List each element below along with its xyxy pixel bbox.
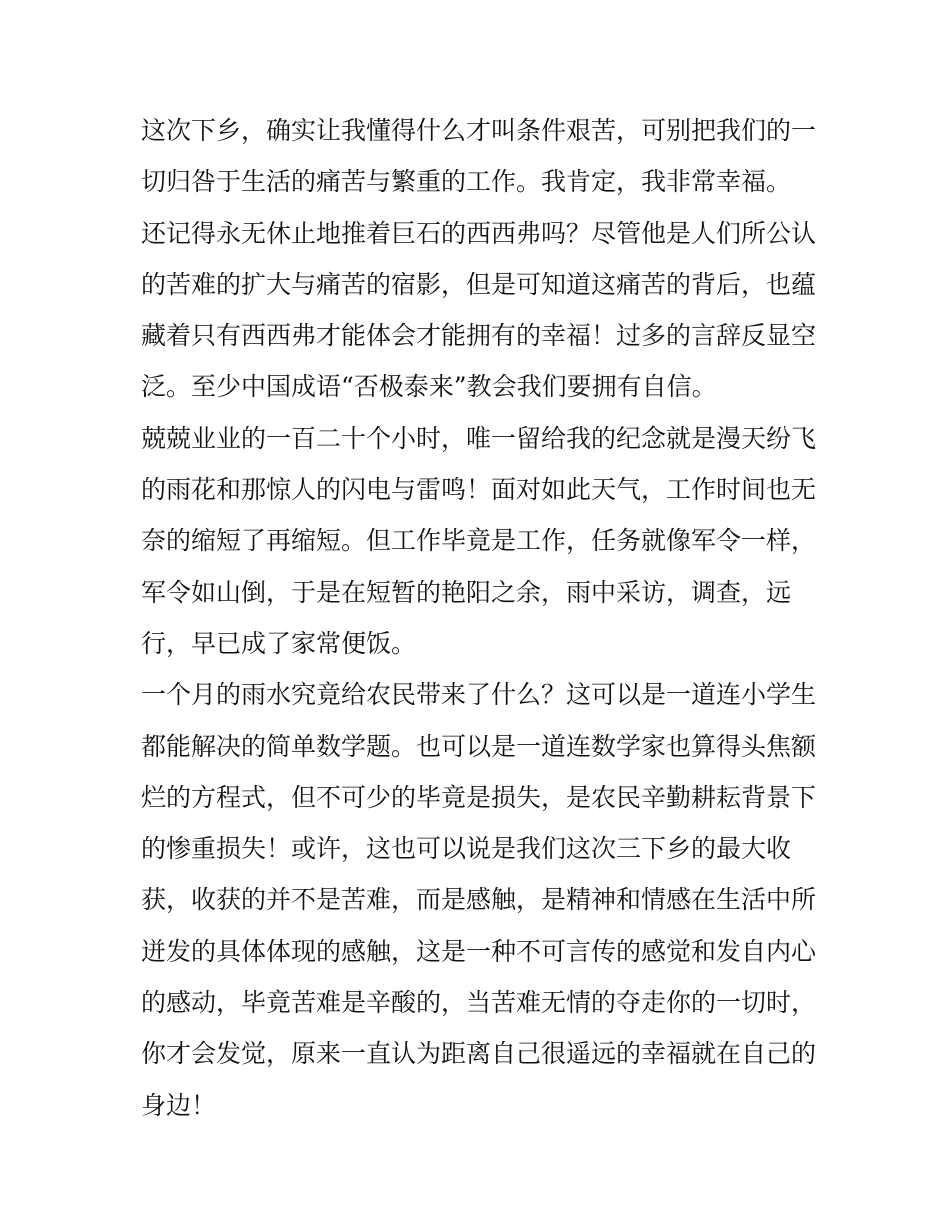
text-line-1: 这次下乡，确实让我懂得什么才叫条件艰苦，可别把我们的一 bbox=[141, 116, 817, 145]
text-line-9: 奈的缩短了再缩短。但工作毕竟是工作，任务就像军令一样， bbox=[141, 526, 817, 556]
document-body bbox=[141, 105, 821, 1131]
text-line-4: 的苦难的扩大与痛苦的宿影，但是可知道这痛苦的背后，也蕴 bbox=[141, 269, 817, 299]
text-line-8: 的雨花和那惊人的闪电与雷鸣！面对如此天气，工作时间也无 bbox=[141, 475, 817, 505]
text-line-6: 泛。至少中国成语“否极泰来”教会我们要拥有自信。 bbox=[141, 372, 717, 402]
text-line-17: 迸发的具体体现的感触，这是一种不可言传的感觉和发自内心 bbox=[141, 936, 817, 966]
text-line-7: 兢兢业业的一百二十个小时，唯一留给我的纪念就是漫天纷飞 bbox=[141, 423, 817, 453]
text-line-11: 行，早已成了家常便饭。 bbox=[141, 628, 417, 658]
text-line-3: 还记得永无休止地推着巨石的西西弗吗？尽管他是人们所公认 bbox=[141, 218, 817, 248]
text-line-16: 获，收获的并不是苦难，而是感触，是精神和情感在生活中所 bbox=[141, 885, 817, 915]
text-line-20: 身边！ bbox=[141, 1090, 217, 1120]
text-line-12: 一个月的雨水究竟给农民带来了什么？这可以是一道连小学生 bbox=[141, 680, 817, 710]
text-line-2: 切归咎于生活的痛苦与繁重的工作。我肯定，我非常幸福。 bbox=[141, 167, 792, 197]
text-line-15: 的惨重损失！或许，这也可以说是我们这次三下乡的最大收 bbox=[141, 834, 792, 864]
text-line-5: 藏着只有西西弗才能体会才能拥有的幸福！过多的言辞反显空 bbox=[141, 321, 817, 351]
text-line-19: 你才会发觉，原来一直认为距离自己很遥远的幸福就在自己的 bbox=[141, 1039, 817, 1069]
text-line-18: 的感动，毕竟苦难是辛酸的，当苦难无情的夺走你的一切时， bbox=[141, 988, 817, 1018]
text-line-14: 烂的方程式，但不可少的毕竟是损失，是农民辛勤耕耘背景下 bbox=[141, 782, 817, 812]
text-line-13: 都能解决的简单数学题。也可以是一道连数学家也算得头焦额 bbox=[141, 731, 817, 761]
text-line-10: 军令如山倒，于是在短暂的艳阳之余，雨中采访，调查，远 bbox=[141, 577, 792, 607]
